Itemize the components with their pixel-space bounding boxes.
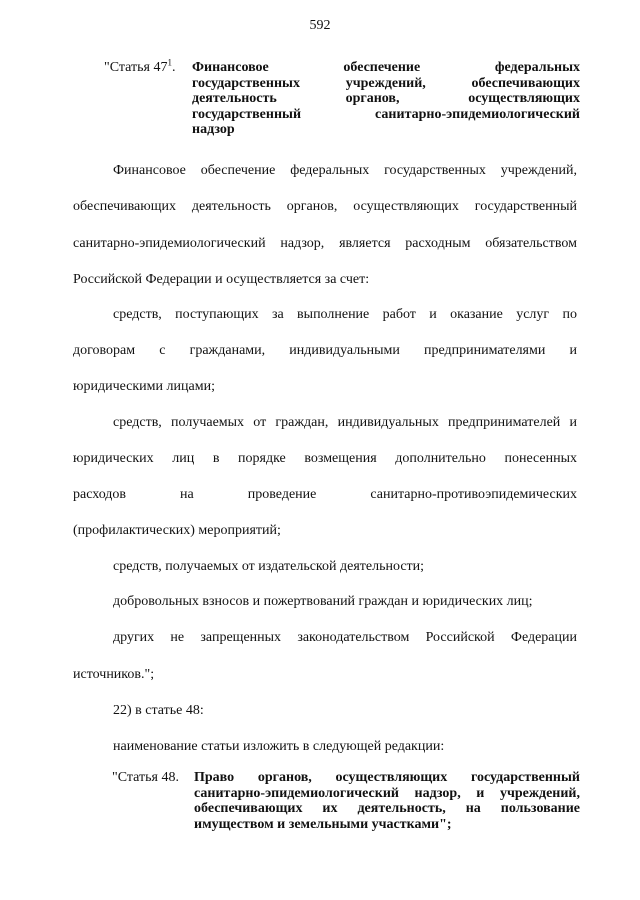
body-line: санитарно-эпидемиологический надзор, является расходным обязательством	[73, 236, 577, 251]
article-47-heading	[104, 57, 580, 140]
page-number: 592	[309, 18, 331, 33]
article-47-title-line: Финансовое обеспечение федеральных	[192, 60, 580, 75]
article-48-title-line: санитарно-эпидемиологический надзор, и учреждений,	[194, 785, 580, 801]
article-48-title-line: имуществом и земельными участками";	[194, 816, 452, 832]
body-line: юридических лиц в порядке возмещения дополнительно понесенных	[73, 451, 577, 466]
body-line: добровольных взносов и пожертвований граждан и юридических лиц;	[113, 594, 533, 609]
article-48-heading	[112, 770, 580, 840]
body-line: средств, получаемых от граждан, индивидуальных предпринимателей и	[113, 415, 577, 430]
body-line: наименование статьи изложить в следующей редакции:	[113, 739, 445, 754]
article-48-title-line: обеспечивающих их деятельность, на пользование	[194, 801, 580, 816]
body-line: средств, получаемых от издательской деятельности;	[113, 559, 425, 574]
body-line: (профилактических) мероприятий;	[73, 523, 281, 538]
body-line: расходов на проведение санитарно-противоэпидемических	[73, 487, 577, 502]
article-47-title-line: деятельность органов, осуществляющих	[192, 91, 580, 106]
article-47-label-sup: 1	[167, 57, 172, 68]
body-line: Финансовое обеспечение федеральных государственных учреждений,	[113, 163, 577, 178]
body-line: юридическими лицами;	[73, 379, 215, 394]
body-line: обеспечивающих деятельность органов, осуществляющих государственный	[73, 199, 577, 214]
body-line: источников.";	[73, 667, 155, 682]
article-48-title-line: Право органов, осуществляющих государственный	[194, 770, 580, 785]
article-47-label: "Статья $47^1$.	[104, 57, 176, 75]
body-line: договорам с гражданами, индивидуальными предпринимателями и	[73, 343, 577, 358]
article-48-title	[194, 770, 580, 832]
article-47-title-line: государственных учреждений, обеспечивающих	[192, 75, 580, 91]
article-47-title-line: надзор	[192, 122, 235, 137]
body-line: средств, поступающих за выполнение работ и оказание услуг по	[113, 307, 577, 322]
body-line: других не запрещенных законодательством Российской Федерации	[113, 630, 577, 645]
body-line: Российской Федерации и осуществляется за счет:	[73, 272, 370, 287]
article-47-title	[192, 60, 580, 138]
article-48-label: "Статья 48.	[112, 770, 179, 785]
body-line: 22) в статье 48:	[113, 703, 204, 718]
article-47-title-line: государственный санитарно-эпидемиологический	[192, 106, 580, 122]
